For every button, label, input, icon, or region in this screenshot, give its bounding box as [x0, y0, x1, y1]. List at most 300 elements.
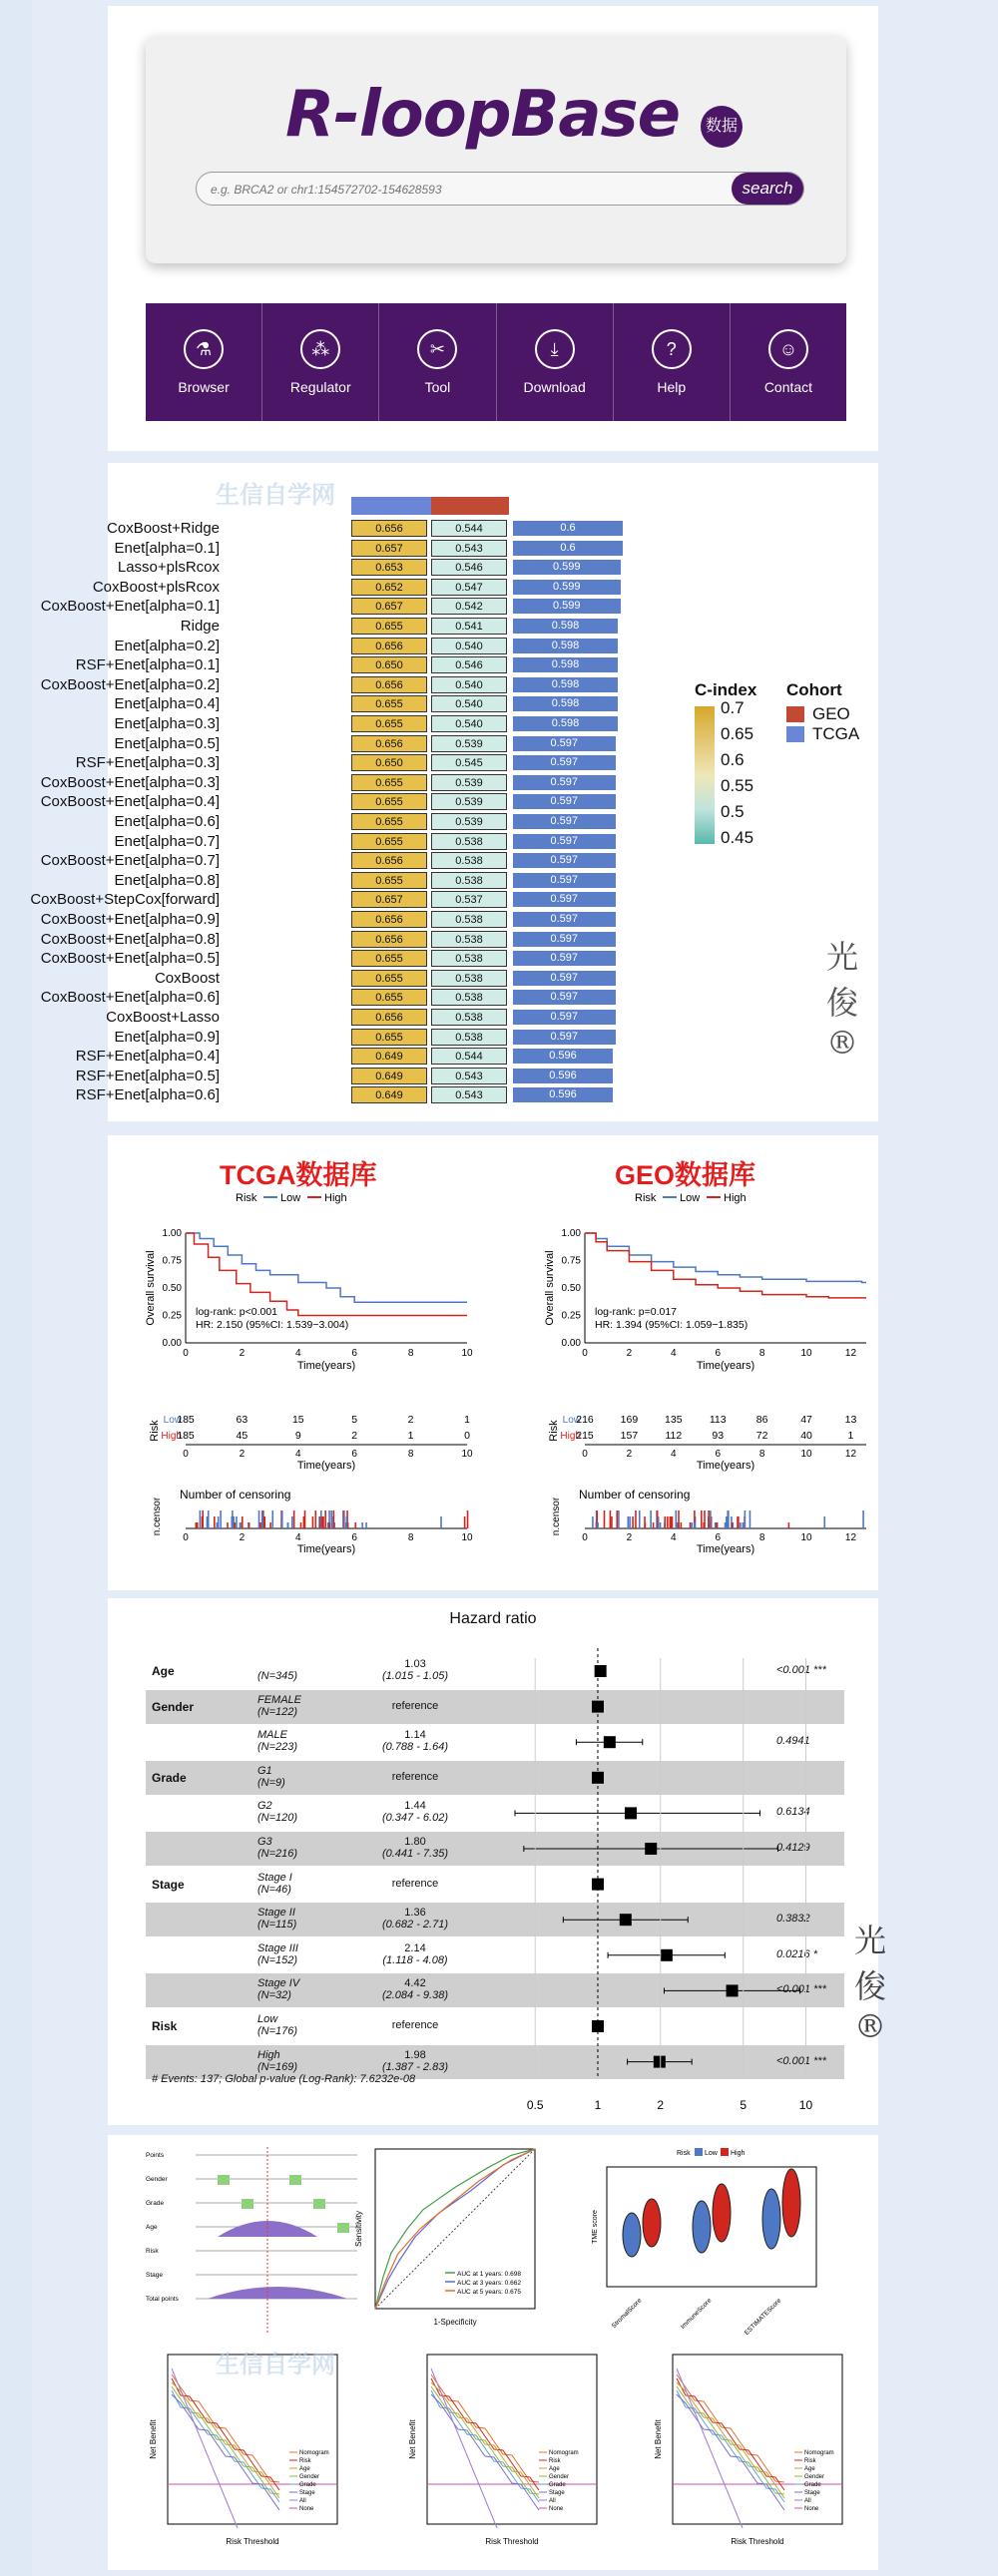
dca-ylabel: Net Benefit — [408, 2419, 417, 2459]
model-label: CoxBoost+StepCox[forward] — [30, 891, 220, 909]
y-axis-title: Overall survival — [145, 1250, 157, 1326]
censor-bar — [862, 1510, 864, 1528]
geo-cindex-cell: 0.538 — [431, 1009, 507, 1026]
dca-legend-label: All — [804, 2498, 811, 2504]
violin-high-swatch — [721, 2148, 729, 2156]
y-tick-label: 0.75 — [561, 1255, 581, 1267]
cohort-label: TCGA — [812, 724, 860, 743]
risk-row-low-label: Low — [163, 1415, 182, 1426]
roc-xlabel: 1-Specificity — [433, 2318, 477, 2327]
risk-count-low: 185 — [177, 1414, 195, 1426]
hr-ci: (0.441 - 7.35) — [381, 1848, 449, 1860]
dca-curve — [172, 2394, 279, 2510]
nav-tool[interactable] — [379, 303, 496, 421]
tcga-cindex-cell: 0.655 — [351, 695, 427, 712]
heatmap-row — [75, 655, 627, 674]
tool-icon: ✂ — [417, 329, 457, 369]
watermark: 生信自学网 — [216, 2352, 335, 2378]
geo-cindex-cell: 0.538 — [431, 931, 507, 948]
survival-panel — [108, 1135, 878, 1590]
geo-cindex-cell: 0.537 — [431, 891, 507, 908]
x-tick-label: 10 — [461, 1348, 473, 1359]
x-tick-label: 8 — [407, 1348, 414, 1359]
mean-cindex-bar: 0.596 — [513, 1069, 613, 1083]
geo-cindex-cell: 0.539 — [431, 774, 507, 791]
heatmap-row — [108, 617, 627, 636]
risk-row-high-label: High — [161, 1431, 182, 1442]
censor-bar — [660, 1522, 662, 1528]
violin-ylabel: TME score — [592, 2210, 599, 2244]
censor-bar — [672, 1516, 674, 1528]
p-value: <0.001 *** — [776, 1983, 826, 1996]
tcga-cindex-cell: 0.656 — [351, 911, 427, 928]
violin-low-swatch — [695, 2148, 703, 2156]
hr-point — [604, 1736, 616, 1748]
signature: 光俊® — [826, 938, 859, 1062]
model-label: Enet[alpha=0.2] — [114, 637, 220, 654]
censor-bar — [740, 1522, 742, 1528]
roc-legend-label: AUC at 5 years: 0.675 — [457, 2289, 521, 2296]
censor-bar — [464, 1516, 466, 1528]
risk-count-low: 15 — [291, 1414, 304, 1426]
roc-ylabel: Sensitivity — [354, 2210, 363, 2248]
risk-table-tick: 10 — [461, 1449, 473, 1460]
cindex-tick: 0.45 — [721, 828, 754, 847]
contact-icon: ☺ — [768, 329, 808, 369]
censor-bar — [658, 1516, 660, 1528]
censor-bar — [202, 1510, 204, 1528]
x-tick-label: 8 — [758, 1348, 765, 1359]
forest-panel — [108, 1598, 887, 2125]
low-risk-curve — [585, 1233, 866, 1283]
geo-cindex-cell: 0.541 — [431, 618, 507, 635]
heatmap-row — [108, 812, 627, 831]
hr-estimate: 2.14 — [404, 1941, 426, 1954]
censor-bar — [207, 1516, 209, 1528]
dca-legend-label: Gender — [299, 2474, 320, 2480]
censor-bar — [664, 1516, 666, 1528]
censor-bar — [236, 1516, 238, 1528]
hr-estimate: 1.36 — [404, 1907, 426, 1920]
cindex-legend-title: C-index — [695, 680, 757, 699]
risk-count-low: 1 — [464, 1414, 470, 1426]
dca-legend-label: Stage — [804, 2490, 820, 2496]
p-value: 0.0216 * — [776, 1947, 817, 1960]
dca-legend-label: All — [549, 2498, 556, 2504]
nav-help[interactable] — [614, 303, 731, 421]
censor-bar — [314, 1510, 316, 1528]
censor-xlabel: Time(years) — [696, 1543, 755, 1555]
mean-cindex-bar: 0.596 — [513, 1049, 613, 1064]
variable-label: Stage — [152, 1877, 185, 1892]
mean-cindex-bar: 0.597 — [513, 990, 616, 1005]
dca-legend-label: Stage — [549, 2490, 565, 2496]
hr-point — [595, 1665, 607, 1677]
model-label: CoxBoost — [154, 969, 220, 987]
censor-bar — [653, 1522, 655, 1528]
censor-bar — [727, 1510, 729, 1528]
variable-label: Risk — [152, 2019, 178, 2033]
geo-swatch — [786, 706, 804, 722]
censor-bar — [737, 1516, 739, 1528]
model-label: Ridge — [180, 618, 220, 635]
x-axis-title: Time(years) — [696, 1360, 755, 1372]
browser-icon: ⚗ — [184, 329, 224, 369]
censor-bar — [678, 1522, 680, 1528]
level-n: (N=223) — [257, 1741, 298, 1754]
censor-bar — [300, 1522, 302, 1528]
dca-legend-label: Risk — [804, 2458, 816, 2464]
model-label: CoxBoost+Enet[alpha=0.3] — [40, 773, 220, 791]
risk-table-tick: 2 — [626, 1449, 633, 1460]
search-button[interactable]: search — [732, 173, 803, 205]
x-axis-title: Time(years) — [296, 1360, 356, 1372]
level-name: G3 — [257, 1836, 272, 1848]
download-icon: ⤓ — [535, 329, 575, 369]
risk-count-high: 72 — [755, 1430, 768, 1442]
censor-bar — [681, 1522, 683, 1528]
risk-table-tick: 6 — [351, 1449, 357, 1460]
heatmap-row — [40, 597, 627, 616]
tcga-cindex-cell: 0.656 — [351, 676, 427, 693]
model-label: RSF+Enet[alpha=0.5] — [75, 1067, 220, 1084]
p-value: 0.3832 — [776, 1913, 810, 1926]
cindex-tick: 0.5 — [721, 802, 745, 821]
geo-cindex-cell: 0.539 — [431, 813, 507, 830]
high-legend-label: High — [724, 1192, 747, 1204]
risk-table-tick: 2 — [239, 1449, 246, 1460]
censor-bar — [749, 1510, 751, 1528]
censor-bar — [197, 1522, 199, 1528]
dca-frame — [168, 2355, 337, 2524]
risk-count-low: 47 — [800, 1414, 812, 1426]
x-tick-label: 0 — [183, 1348, 189, 1359]
tcga-cindex-cell: 0.655 — [351, 793, 427, 810]
nomogram-box — [313, 2199, 325, 2209]
censor-bar — [312, 1516, 314, 1528]
high-legend-label: High — [324, 1192, 347, 1204]
tcga-cindex-cell: 0.656 — [351, 520, 427, 537]
y-tick-label: 0.75 — [162, 1255, 182, 1267]
dca-curve — [677, 2394, 784, 2510]
forest-title: Hazard ratio — [449, 1610, 537, 1627]
hr-point — [625, 1807, 637, 1819]
mean-cindex-bar: 0.597 — [513, 1030, 616, 1045]
geo-cindex-cell: 0.540 — [431, 676, 507, 693]
violin-high — [782, 2169, 800, 2237]
censor-bar — [271, 1510, 273, 1528]
censor-bar — [287, 1522, 289, 1528]
nomogram-box — [242, 2199, 253, 2209]
dca-legend-label: None — [299, 2506, 314, 2512]
geo-cindex-cell: 0.544 — [431, 520, 507, 537]
variable-label: Gender — [152, 1699, 195, 1714]
risk-count-high: 45 — [236, 1430, 249, 1442]
model-label: CoxBoost+Lasso — [106, 1009, 220, 1026]
dca-curve — [431, 2394, 539, 2510]
model-label: Lasso+plsRcox — [117, 559, 220, 577]
forest-axis-tick: 10 — [798, 2098, 813, 2112]
mean-cindex-bar: 0.6 — [513, 541, 623, 556]
watermark: 生信自学网 — [216, 482, 335, 509]
censor-bar — [293, 1510, 295, 1528]
risk-count-high: 0 — [464, 1430, 470, 1442]
p-value: 0.6134 — [776, 1806, 810, 1819]
heatmap-row — [75, 753, 627, 772]
model-label: RSF+Enet[alpha=0.1] — [75, 656, 220, 674]
geo-cindex-cell: 0.539 — [431, 735, 507, 752]
risk-count-high: 215 — [576, 1430, 594, 1442]
dca-curve — [431, 2378, 539, 2490]
censor-bar — [240, 1522, 242, 1528]
hr-estimate: reference — [391, 2019, 439, 2031]
dca-xlabel: Risk Threshold — [226, 2537, 279, 2546]
risk-count-high: 1 — [407, 1430, 414, 1442]
mean-cindex-bar: 0.598 — [513, 677, 618, 692]
cindex-tick: 0.7 — [721, 698, 745, 717]
level-n: (N=152) — [257, 1953, 298, 1966]
risk-count-high: 1 — [847, 1430, 854, 1442]
mean-cindex-bar: 0.597 — [513, 736, 616, 751]
nomogram-box — [218, 2175, 230, 2185]
forest-axis-tick: 5 — [740, 2098, 748, 2112]
site-logo[interactable]: R-loopBase — [285, 78, 680, 152]
geo-cindex-cell: 0.539 — [431, 793, 507, 810]
violin-legend-title: Risk — [677, 2150, 691, 2157]
geo-cindex-cell: 0.543 — [431, 1086, 507, 1103]
model-label: CoxBoost+Enet[alpha=0.6] — [40, 989, 220, 1007]
mean-cindex-bar: 0.599 — [513, 560, 621, 575]
dca-curve — [431, 2374, 539, 2482]
risk-legend-title: Risk — [236, 1192, 257, 1204]
risk-count-low: 13 — [844, 1414, 857, 1426]
x-tick-label: 12 — [844, 1348, 857, 1359]
dca-legend-label: Nomogram — [299, 2450, 329, 2456]
level-name: Stage II — [257, 1907, 295, 1920]
heatmap-row — [108, 1008, 627, 1027]
risk-count-high: 93 — [712, 1430, 725, 1442]
level-n: (N=32) — [257, 1989, 291, 2002]
censor-bar — [327, 1522, 329, 1528]
model-label: CoxBoost+Enet[alpha=0.9] — [40, 911, 220, 928]
y-tick-label: 0.00 — [561, 1338, 581, 1349]
nomogram-label: Risk — [146, 2248, 159, 2255]
geo-cindex-cell: 0.538 — [431, 911, 507, 928]
risk-row-high-label: High — [560, 1431, 581, 1442]
geo-cindex-cell: 0.547 — [431, 579, 507, 596]
tcga-cindex-cell: 0.653 — [351, 559, 427, 576]
level-name: Stage IV — [257, 1977, 300, 1990]
heatmap-row — [108, 1028, 627, 1047]
risk-table-xlabel: Time(years) — [696, 1460, 755, 1472]
model-label: CoxBoost+Enet[alpha=0.4] — [40, 793, 220, 811]
y-tick-label: 1.00 — [561, 1228, 581, 1239]
level-name: High — [257, 2048, 280, 2061]
hr-estimate: 4.42 — [404, 1977, 426, 1990]
search-input[interactable] — [211, 180, 710, 200]
dca-frame — [427, 2355, 597, 2524]
hr-ci: (1.118 - 4.08) — [382, 1953, 448, 1966]
heatmap-row — [40, 949, 627, 968]
x-tick-label: 6 — [715, 1348, 722, 1359]
dca-curve — [172, 2374, 279, 2482]
mean-cindex-bar: 0.598 — [513, 696, 618, 711]
nav-contact[interactable] — [731, 303, 846, 421]
dca-legend-label: Grade — [804, 2482, 821, 2488]
mean-cindex-bar: 0.597 — [513, 834, 616, 849]
risk-count-high: 40 — [800, 1430, 812, 1442]
geo-cindex-cell: 0.540 — [431, 638, 507, 654]
censor-bar — [324, 1510, 326, 1528]
censor-bar — [258, 1510, 260, 1528]
heatmap-row — [40, 988, 627, 1007]
risk-count-high: 2 — [351, 1430, 358, 1442]
heatmap-row — [40, 930, 627, 949]
censor-tick: 10 — [800, 1532, 812, 1543]
tcga-cindex-cell: 0.656 — [351, 931, 427, 948]
geo-cindex-cell: 0.546 — [431, 656, 507, 673]
tcga-cindex-cell: 0.656 — [351, 852, 427, 869]
risk-count-low: 2 — [407, 1414, 414, 1426]
censor-bar — [645, 1522, 647, 1528]
hr-ci: (1.015 - 1.05) — [381, 1670, 449, 1682]
tcga-cindex-cell: 0.656 — [351, 1009, 427, 1026]
level-n: (N=176) — [257, 2025, 298, 2037]
heatmap-row — [75, 1067, 627, 1085]
nomogram-box — [337, 2223, 349, 2233]
nomogram-label: Age — [146, 2224, 158, 2231]
censor-bar — [234, 1522, 236, 1528]
risk-table-tick: 8 — [407, 1449, 414, 1460]
censor-bar — [743, 1522, 745, 1528]
model-label: CoxBoost+Enet[alpha=0.8] — [40, 930, 220, 948]
cindex-heatmap-panel — [30, 463, 878, 1121]
risk-table-tick: 6 — [715, 1449, 722, 1460]
mean-cindex-bar: 0.598 — [513, 619, 618, 634]
nav-browser[interactable] — [146, 303, 262, 421]
mean-cindex-bar: 0.598 — [513, 639, 618, 653]
censor-bar — [261, 1510, 263, 1528]
level-name: FEMALE — [257, 1693, 302, 1706]
tcga-cindex-cell: 0.655 — [351, 813, 427, 830]
hr-estimate: 1.14 — [404, 1729, 426, 1742]
dca-curve — [677, 2378, 784, 2490]
censor-bar — [592, 1516, 594, 1528]
violin-low — [693, 2201, 711, 2253]
mean-cindex-bar: 0.597 — [513, 755, 616, 770]
cohort-label: GEO — [812, 704, 850, 723]
nomogram-label: Points — [146, 2152, 165, 2159]
search-box — [196, 172, 804, 206]
nav-label: Help — [657, 379, 687, 395]
hr-point — [654, 2056, 666, 2068]
censor-bar — [823, 1516, 825, 1528]
nav-regulator[interactable] — [262, 303, 379, 421]
dca-curve — [172, 2378, 279, 2490]
hr-estimate: reference — [391, 1770, 439, 1783]
censor-tick: 0 — [183, 1532, 189, 1543]
violin-high — [713, 2184, 731, 2242]
risk-table-tick: 10 — [800, 1449, 812, 1460]
geo-cindex-cell: 0.538 — [431, 872, 507, 889]
heatmap-row — [108, 637, 627, 655]
level-name: Stage I — [257, 1871, 292, 1884]
cindex-tick: 0.6 — [721, 750, 745, 769]
dca-legend-label: Age — [299, 2466, 310, 2472]
forest-footnote: # Events: 137; Global p-value (Log-Rank): 7.6232e-08 — [152, 2073, 416, 2085]
censor-tick: 2 — [626, 1532, 633, 1543]
logrank-text: log-rank: p<0.001 — [196, 1306, 278, 1318]
censor-tick: 4 — [295, 1532, 301, 1543]
censor-tick: 4 — [671, 1532, 677, 1543]
violin-low-label: Low — [705, 2150, 718, 2157]
level-n: (N=46) — [257, 1883, 291, 1896]
censor-bar — [303, 1516, 305, 1528]
censor-tick: 8 — [407, 1532, 414, 1543]
censor-bar — [597, 1522, 599, 1528]
censor-bar — [196, 1522, 198, 1528]
model-label: RSF+Enet[alpha=0.3] — [75, 754, 220, 772]
regulator-icon: ⁂ — [300, 329, 340, 369]
level-n: (N=216) — [257, 1848, 298, 1860]
hr-ci: (0.682 - 2.71) — [381, 1919, 449, 1932]
mean-cindex-bar: 0.597 — [513, 912, 616, 927]
forest-axis-tick: 1 — [594, 2098, 602, 2112]
geo-cindex-cell: 0.543 — [431, 540, 507, 557]
dca-all-line — [172, 2368, 238, 2528]
censor-tick: 0 — [582, 1532, 588, 1543]
dca-legend-label: Age — [549, 2466, 560, 2472]
variable-label: Age — [152, 1664, 175, 1678]
risk-count-low: 169 — [620, 1414, 639, 1426]
search-card — [146, 36, 846, 263]
model-label: Enet[alpha=0.4] — [114, 695, 220, 713]
mean-cindex-bar: 0.597 — [513, 932, 616, 947]
hr-point — [645, 1843, 657, 1855]
censor-bar — [708, 1510, 710, 1528]
heatmap-row — [40, 675, 627, 694]
censor-bar — [694, 1522, 696, 1528]
dca-legend-label: Risk — [549, 2458, 561, 2464]
mean-cindex-bar: 0.597 — [513, 794, 616, 809]
nav-download[interactable] — [497, 303, 614, 421]
dca-all-line — [431, 2368, 497, 2528]
dca-legend-label: Nomogram — [804, 2450, 834, 2456]
nomogram-label: Total points — [146, 2296, 179, 2303]
censor-bar — [467, 1510, 469, 1528]
level-name: Stage III — [257, 1941, 298, 1954]
risk-table-tick: 8 — [758, 1449, 765, 1460]
tcga-cindex-cell: 0.655 — [351, 872, 427, 889]
dca-legend-label: All — [299, 2498, 306, 2504]
risk-table-tick: 0 — [582, 1449, 588, 1460]
model-label: Enet[alpha=0.1] — [114, 539, 220, 557]
hr-estimate: reference — [391, 1699, 439, 1712]
tcga-cindex-cell: 0.656 — [351, 638, 427, 654]
low-legend-label: Low — [280, 1192, 301, 1204]
model-label: CoxBoost+Ridge — [107, 520, 220, 537]
x-tick-label: 2 — [239, 1348, 246, 1359]
hr-point — [620, 1914, 632, 1926]
model-label: CoxBoost+plsRcox — [92, 578, 220, 596]
level-n: (N=120) — [257, 1812, 298, 1825]
risk-count-high: 185 — [177, 1430, 195, 1442]
mean-cindex-bar: 0.597 — [513, 951, 616, 966]
level-name: Low — [257, 2013, 278, 2025]
dca-ylabel: Net Benefit — [654, 2419, 663, 2459]
heatmap-row — [75, 1085, 627, 1104]
dca-xlabel: Risk Threshold — [731, 2537, 784, 2546]
